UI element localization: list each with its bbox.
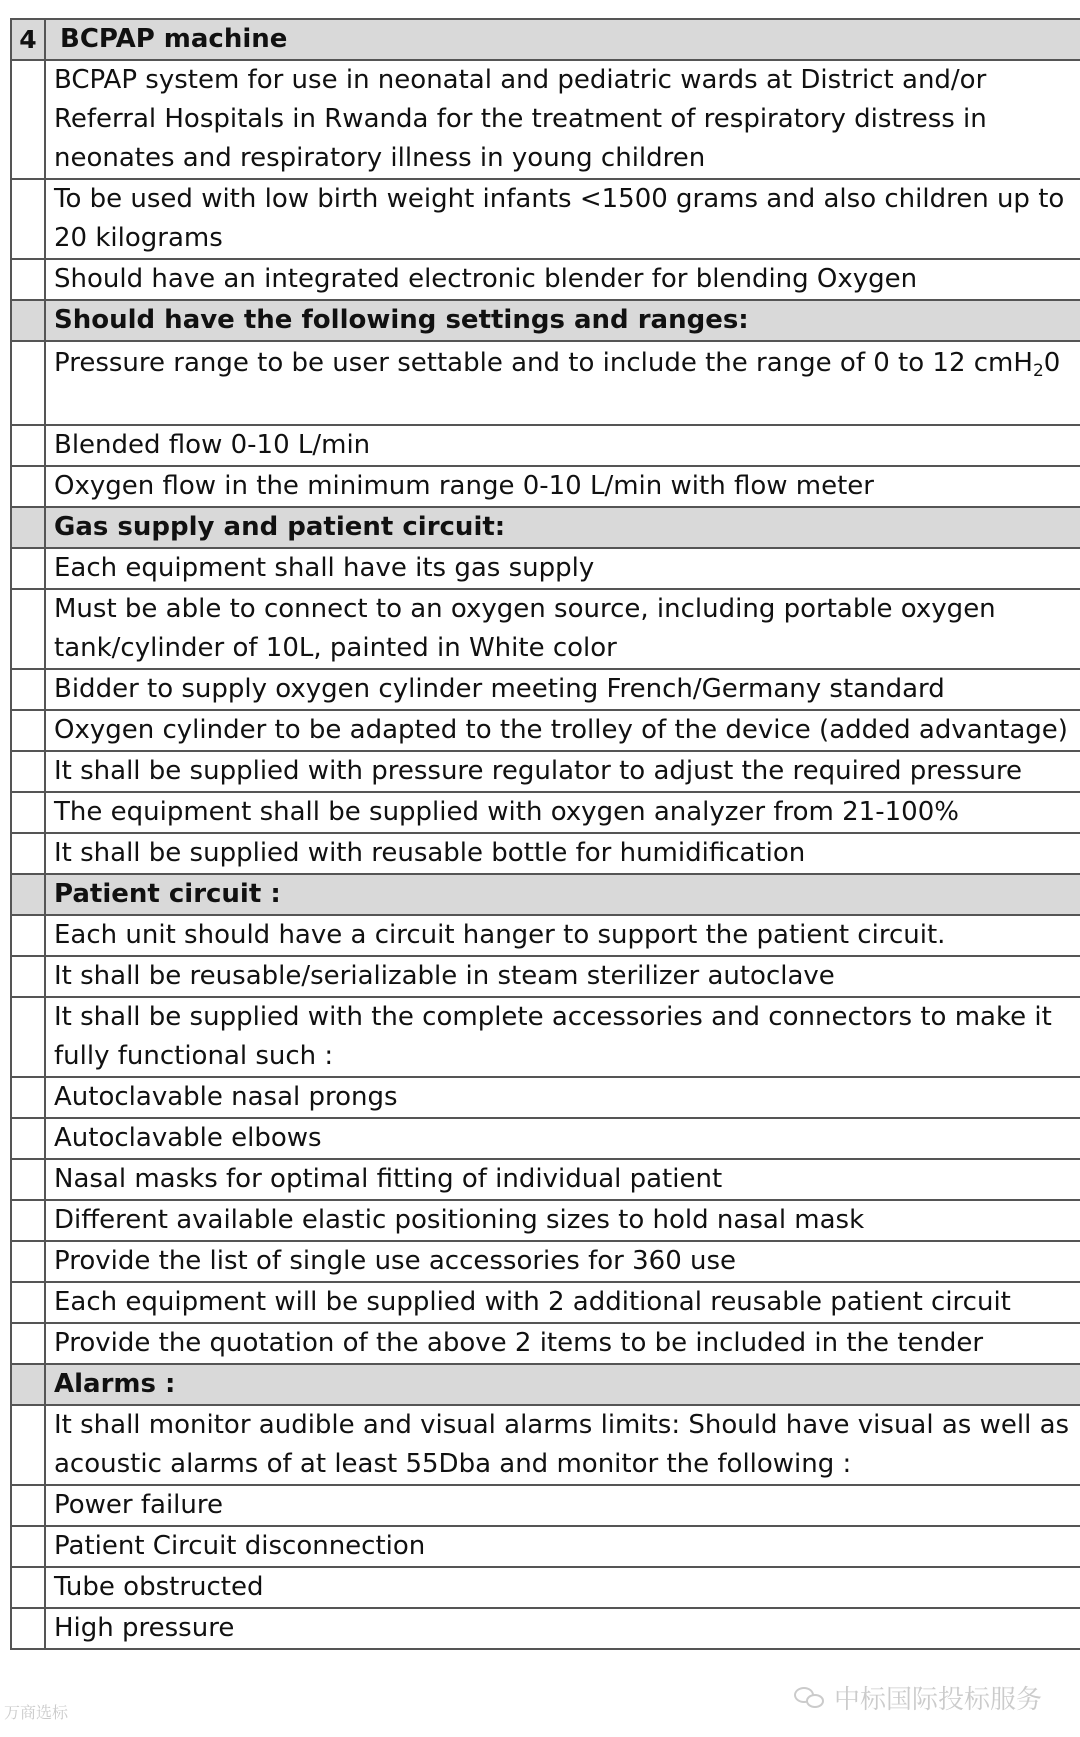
table-row [11, 751, 1080, 792]
table-row [11, 259, 1080, 300]
section-title: Alarms : [45, 1364, 1080, 1405]
item-number-cell [11, 1485, 45, 1526]
table-row [11, 179, 1080, 259]
item-number-cell [11, 1608, 45, 1649]
table-row [11, 1567, 1080, 1608]
item-number: 4 [11, 19, 45, 60]
requirement-text: Autoclavable elbows [45, 1118, 1080, 1159]
requirement-text: The equipment shall be supplied with oxygen analyzer from 21-100% [45, 792, 1080, 833]
corner-watermark: 万商选标 [4, 1703, 69, 1722]
section-title: Patient circuit : [45, 874, 1080, 915]
requirement-text: High pressure [45, 1608, 1080, 1649]
item-number-cell [11, 710, 45, 751]
pressure-suffix: 0 [1043, 348, 1061, 378]
item-title: BCPAP machine [45, 19, 1080, 60]
item-number-cell [11, 548, 45, 589]
item-number-cell [11, 751, 45, 792]
section-title: Gas supply and patient circuit: [45, 507, 1080, 548]
table-row [11, 710, 1080, 751]
item-number-cell [11, 997, 45, 1077]
requirement-text: Provide the quotation of the above 2 items to be included in the tender [45, 1323, 1080, 1364]
item-number-cell [11, 1200, 45, 1241]
table-row [11, 425, 1080, 466]
pressure-subscript: 2 [1032, 361, 1044, 381]
watermark [794, 1679, 1042, 1716]
section-header-row [11, 300, 1080, 341]
requirement-text: Bidder to supply oxygen cylinder meeting French/Germany standard [45, 669, 1080, 710]
requirement-text: Oxygen flow in the minimum range 0-10 L/min with flow meter [45, 466, 1080, 507]
section-title: Should have the following settings and ranges: [45, 300, 1080, 341]
requirement-text: Different available elastic positioning sizes to hold nasal mask [45, 1200, 1080, 1241]
table-row [11, 1405, 1080, 1485]
item-number-cell [11, 1077, 45, 1118]
table-row [11, 60, 1080, 179]
item-number-cell [11, 1118, 45, 1159]
item-number-cell [11, 1567, 45, 1608]
item-number-cell [11, 956, 45, 997]
table-row [11, 1608, 1080, 1649]
section-header-row [11, 874, 1080, 915]
item-number-cell [11, 259, 45, 300]
item-number-cell [11, 1241, 45, 1282]
item-number-cell [11, 915, 45, 956]
item-number-cell [11, 507, 45, 548]
requirement-text: Must be able to connect to an oxygen source, including portable oxygen tank/cylinder of 10L, painted in White color [45, 589, 1080, 669]
table-row [11, 997, 1080, 1077]
item-number-cell [11, 300, 45, 341]
table-row [11, 956, 1080, 997]
table-row [11, 1077, 1080, 1118]
item-number-cell [11, 792, 45, 833]
requirement-text: It shall be supplied with reusable bottle for humidification [45, 833, 1080, 874]
watermark-text: 中标国际投标服务 [833, 1685, 1042, 1715]
requirement-text: Power failure [45, 1485, 1080, 1526]
item-number-cell [11, 1159, 45, 1200]
table-row [11, 548, 1080, 589]
requirement-text: Provide the list of single use accessories for 360 use [45, 1241, 1080, 1282]
table-row [11, 466, 1080, 507]
item-number-cell [11, 1364, 45, 1405]
requirement-text [45, 341, 1080, 425]
item-number-cell [11, 669, 45, 710]
table-row [11, 792, 1080, 833]
table-row [11, 833, 1080, 874]
requirement-text: Each equipment will be supplied with 2 additional reusable patient circuit [45, 1282, 1080, 1323]
table-row [11, 341, 1080, 425]
requirement-text: It shall monitor audible and visual alarms limits: Should have visual as well as acoustic alarms of at least 55Dba and monitor the following : [45, 1405, 1080, 1485]
bcpap-spec-table [10, 18, 1080, 1650]
requirement-text: Each unit should have a circuit hanger to support the patient circuit. [45, 915, 1080, 956]
table-row [11, 1241, 1080, 1282]
item-number-cell [11, 1282, 45, 1323]
item-number-cell [11, 179, 45, 259]
requirement-text: Each equipment shall have its gas supply [45, 548, 1080, 589]
item-number-cell [11, 1323, 45, 1364]
item-number-cell [11, 466, 45, 507]
table-row [11, 589, 1080, 669]
requirement-text: Patient Circuit disconnection [45, 1526, 1080, 1567]
table-row [11, 1282, 1080, 1323]
section-header-row [11, 507, 1080, 548]
item-number-cell [11, 425, 45, 466]
requirement-text: BCPAP system for use in neonatal and pediatric wards at District and/or Referral Hospitals in Rwanda for the treatment of respiratory distress in neonates and respiratory illness in young children [45, 60, 1080, 179]
requirement-text: Blended flow 0-10 L/min [45, 425, 1080, 466]
item-number-cell [11, 874, 45, 915]
pressure-text: Pressure range to be user settable and to include the range of 0 to 12 cmH [54, 348, 1033, 378]
table-header-row [11, 19, 1080, 60]
item-number-cell [11, 833, 45, 874]
item-number-cell [11, 60, 45, 179]
item-number-cell [11, 1405, 45, 1485]
requirement-text: Nasal masks for optimal fitting of individual patient [45, 1159, 1080, 1200]
item-number-cell [11, 341, 45, 425]
table-row [11, 1323, 1080, 1364]
requirement-text: Tube obstructed [45, 1567, 1080, 1608]
requirement-text: To be used with low birth weight infants <1500 grams and also children up to 20 kilograms [45, 179, 1080, 259]
requirement-text: It shall be reusable/serializable in steam sterilizer autoclave [45, 956, 1080, 997]
requirement-text: Oxygen cylinder to be adapted to the trolley of the device (added advantage) [45, 710, 1080, 751]
requirement-text: Should have an integrated electronic blender for blending Oxygen [45, 259, 1080, 300]
table-row [11, 1526, 1080, 1567]
requirement-text: It shall be supplied with the complete accessories and connectors to make it fully functional such : [45, 997, 1080, 1077]
table-row [11, 915, 1080, 956]
table-row [11, 1485, 1080, 1526]
table-row [11, 1200, 1080, 1241]
item-number-cell [11, 589, 45, 669]
table-row [11, 1118, 1080, 1159]
item-number-cell [11, 1526, 45, 1567]
table-row [11, 1159, 1080, 1200]
table-row [11, 669, 1080, 710]
requirement-text: It shall be supplied with pressure regulator to adjust the required pressure [45, 751, 1080, 792]
requirement-text: Autoclavable nasal prongs [45, 1077, 1080, 1118]
wechat-icon [794, 1685, 828, 1711]
section-header-row [11, 1364, 1080, 1405]
